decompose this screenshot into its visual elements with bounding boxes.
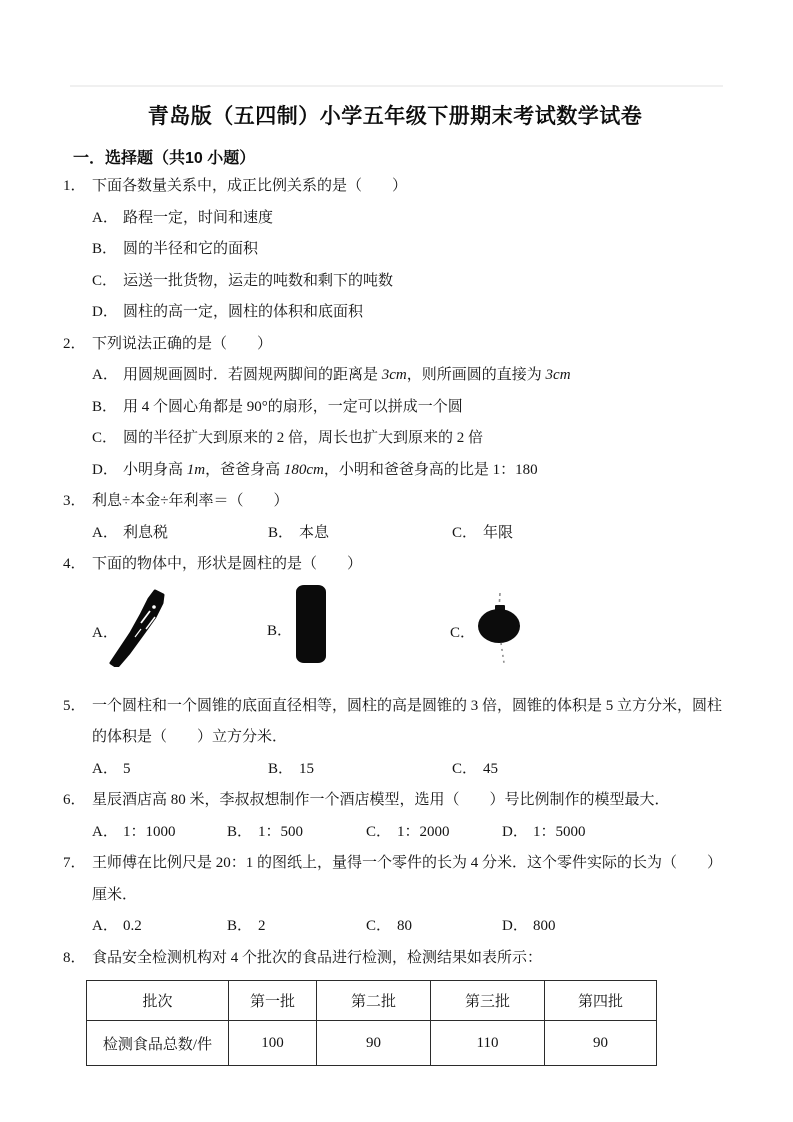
question-text: 利息÷本金÷年利率＝（ ） (92, 493, 289, 509)
table-cell: 90 (545, 1021, 657, 1066)
option-label: A． (92, 823, 118, 840)
table-header-cell: 第一批 (229, 981, 317, 1021)
question-number: 2． (63, 335, 86, 352)
option-d (92, 297, 727, 329)
question-2-stem (63, 329, 727, 361)
question-1-stem (63, 171, 727, 203)
table-header-cell: 第四批 (545, 981, 657, 1021)
option-a (92, 360, 727, 392)
question-text: 下面的物体中，形状是圆柱的是（ ） (92, 556, 363, 572)
option-c (366, 817, 502, 849)
option-label: D． (92, 304, 118, 320)
question-number: 6． (63, 792, 86, 808)
option-text: 15 (299, 760, 314, 777)
section-heading: 一．选择题（共10 小题） (73, 150, 256, 167)
option-label: A． (92, 918, 118, 934)
option-text: 圆柱的高一定，圆柱的体积和底面积 (123, 304, 364, 320)
question-text: 下面各数量关系中，成正比例关系的是（ ） (92, 178, 408, 194)
option-label: B． (268, 760, 294, 777)
question-text: 星辰酒店高 80 米，李叔叔想制作一个酒店模型，选用（ ）号比例制作的模型最大． (92, 792, 670, 808)
table-header-cell: 第三批 (431, 981, 545, 1021)
question-5 (63, 691, 727, 786)
option-label: C． (366, 918, 392, 934)
option-text: ，则所画圆的直接为 (406, 367, 546, 383)
option-text: 用 4 个圆心角都是 90°的扇形，一定可以拼成一个圆 (123, 398, 463, 415)
question-4-figures (63, 581, 727, 691)
option-a (92, 518, 268, 550)
option-b (227, 817, 366, 849)
option-a (92, 817, 227, 849)
option-text: 1：1000 (123, 823, 176, 840)
option-text: 0.2 (123, 918, 142, 934)
option-a (92, 911, 227, 943)
option-text: 800 (533, 918, 556, 934)
math-value: 180cm (283, 461, 324, 478)
option-text: 45 (483, 760, 498, 777)
option-a (92, 203, 727, 235)
figure-label-c: C． (450, 624, 476, 641)
option-label: C． (366, 823, 392, 840)
question-2 (63, 329, 727, 487)
table-data-row (87, 1021, 657, 1066)
option-b (268, 518, 452, 550)
baseball-bat-icon (105, 587, 171, 667)
paper-lantern-icon (475, 593, 525, 663)
question-3 (63, 486, 727, 549)
math-value: 3cm (381, 367, 407, 383)
option-text: 1：5000 (533, 823, 586, 840)
option-c (452, 754, 498, 786)
question-3-options (63, 518, 727, 550)
question-4-stem (63, 549, 727, 581)
question-5-stem (63, 691, 727, 754)
page-top-edge-divider (70, 85, 723, 87)
question-number: 3． (63, 493, 86, 509)
option-c (92, 423, 727, 455)
question-text: 一个圆柱和一个圆锥的底面直径相等，圆柱的高是圆锥的 3 倍，圆锥的体积是 5 立方分米，圆柱的体积是（ ）立方分米． (92, 697, 723, 745)
option-text: ，小明和爸爸身高的比是 1：180 (323, 461, 538, 478)
option-a (92, 754, 268, 786)
option-text: 圆的半径和它的面积 (123, 241, 259, 257)
option-label: C． (92, 272, 118, 289)
option-d (502, 911, 556, 943)
option-c (92, 266, 727, 298)
option-label: B． (92, 241, 118, 257)
option-label: C． (92, 430, 118, 446)
question-2-options (63, 360, 727, 486)
option-text: 1：500 (258, 823, 304, 840)
option-text: 2 (258, 918, 266, 934)
option-label: B． (268, 524, 294, 541)
option-c (452, 518, 513, 550)
option-label: A． (92, 524, 118, 541)
cylinder-icon (293, 583, 329, 665)
math-value: 3cm (545, 367, 571, 383)
option-text: ，爸爸身高 (205, 461, 284, 478)
math-value: 1m (186, 461, 206, 478)
question-6-stem (63, 785, 727, 817)
question-text: 下列说法正确的是（ ） (92, 335, 273, 352)
question-text: 食品安全检测机构对 4 个批次的食品进行检测，检测结果如表所示： (92, 949, 543, 966)
option-label: A． (92, 760, 118, 777)
option-label: D． (502, 823, 528, 840)
option-text: 本息 (299, 524, 330, 541)
exam-title: 青岛版（五四制）小学五年级下册期末考试数学试卷 (147, 105, 643, 128)
option-d (92, 455, 727, 487)
option-label: C． (452, 760, 478, 777)
question-6-options (63, 817, 727, 849)
detection-results-table (86, 980, 657, 1066)
option-c (366, 911, 502, 943)
option-label: C． (452, 524, 478, 541)
question-6 (63, 785, 727, 848)
option-label: A． (92, 209, 118, 226)
table-cell: 检测食品总数/件 (87, 1021, 229, 1066)
option-label: D． (92, 461, 118, 478)
question-text: 王师傅在比例尺是 20：1 的图纸上，量得一个零件的长为 4 分米．这个零件实际的长为（ ）厘米． (92, 855, 723, 903)
exam-content (63, 96, 727, 1066)
question-7-stem (63, 848, 727, 911)
option-text: 利息税 (123, 524, 169, 541)
question-3-stem (63, 486, 727, 518)
question-5-options (63, 754, 727, 786)
option-label: B． (92, 398, 118, 415)
option-b (92, 392, 727, 424)
table-cell: 110 (431, 1021, 545, 1066)
table-header-row (87, 981, 657, 1021)
figure-label-a: A． (92, 624, 118, 641)
question-number: 8． (63, 949, 86, 966)
option-text: 运送一批货物，运走的吨数和剩下的吨数 (123, 272, 394, 289)
option-d (502, 817, 586, 849)
option-text: 年限 (483, 524, 514, 541)
option-label: D． (502, 918, 528, 934)
question-number: 1． (63, 178, 86, 194)
question-1 (63, 171, 727, 329)
option-label: A． (92, 367, 118, 383)
option-label: B． (227, 823, 253, 840)
question-8-stem (63, 943, 727, 975)
question-number: 7． (63, 855, 86, 871)
option-b (268, 754, 452, 786)
option-text: 圆的半径扩大到原来的 2 倍，周长也扩大到原来的 2 倍 (123, 430, 484, 446)
option-label: B． (227, 918, 253, 934)
option-text: 5 (123, 760, 131, 777)
option-text: 80 (397, 918, 412, 934)
question-7-options (63, 911, 727, 943)
table-header-cell: 第二批 (317, 981, 431, 1021)
question-number: 4． (63, 556, 86, 572)
question-1-options (63, 203, 727, 329)
option-text: 1：2000 (397, 823, 450, 840)
question-4 (63, 549, 727, 691)
option-text: 路程一定，时间和速度 (123, 209, 274, 226)
option-text: 小明身高 (123, 461, 187, 478)
option-b (227, 911, 366, 943)
figure-label-b: B． (267, 622, 293, 639)
question-number: 5． (63, 697, 86, 714)
option-b (92, 234, 727, 266)
question-7 (63, 848, 727, 943)
table-cell: 90 (317, 1021, 431, 1066)
table-header-cell: 批次 (87, 981, 229, 1021)
table-cell: 100 (229, 1021, 317, 1066)
option-text: 用圆规画圆时．若圆规两脚间的距离是 (123, 367, 382, 383)
question-8 (63, 943, 727, 1067)
